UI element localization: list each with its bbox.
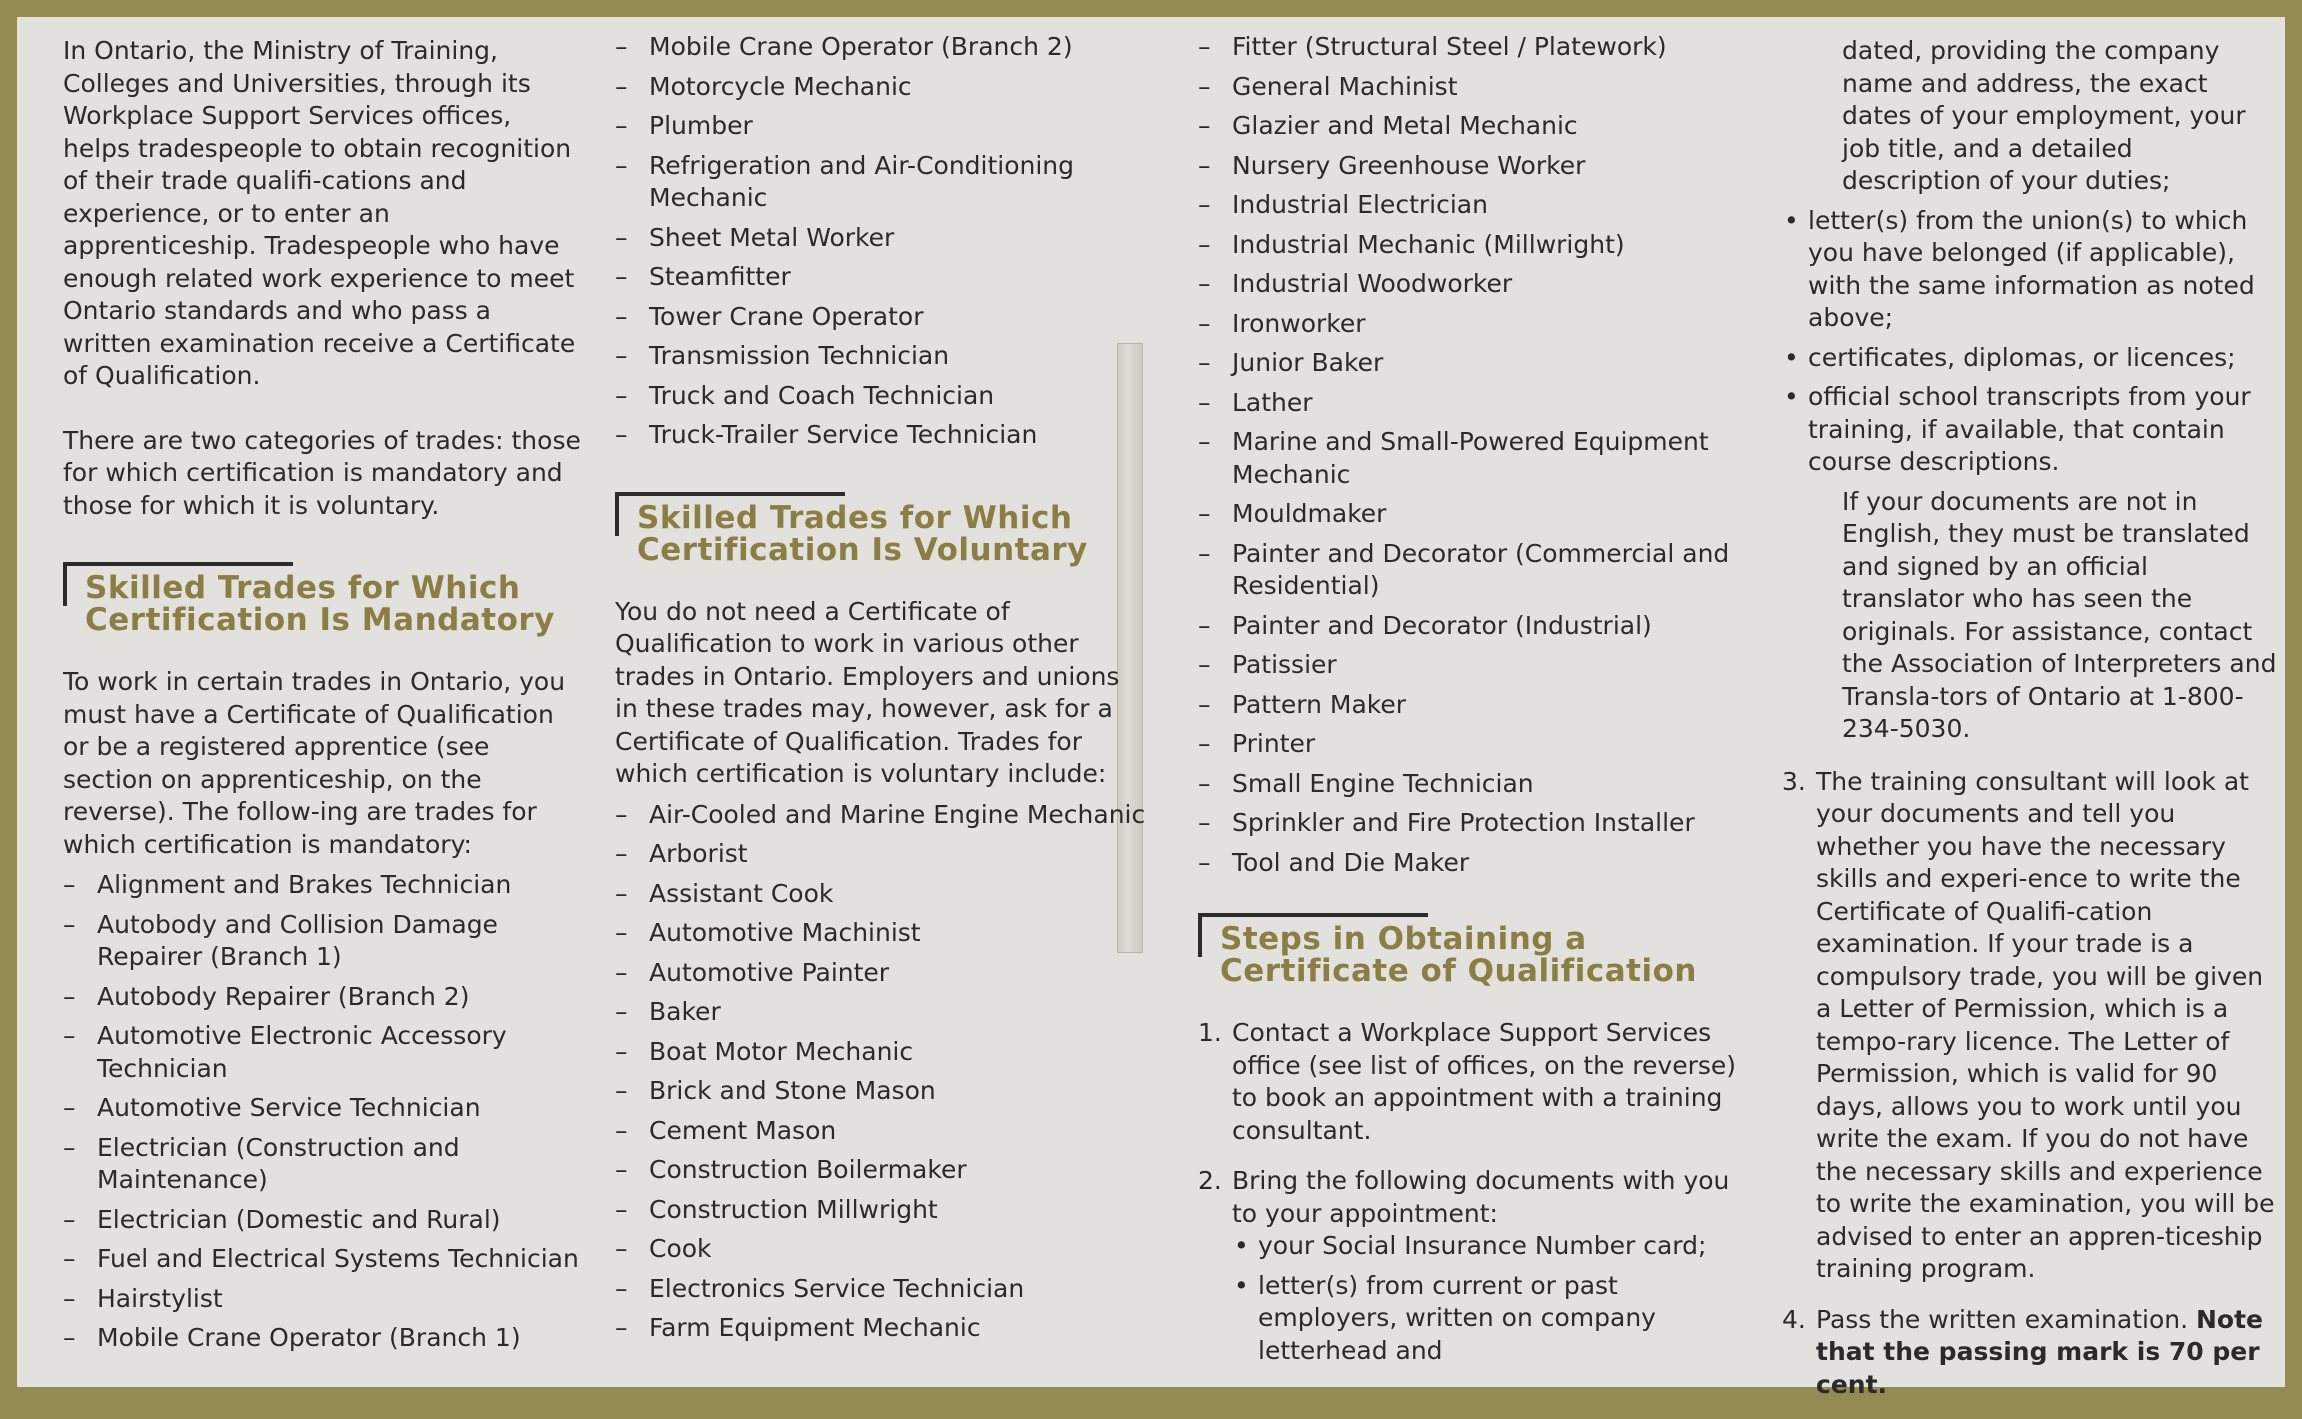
mandatory-trades-list — [63, 869, 583, 1355]
translation-note: If your documents are not in English, they must be translated and signed by an official translator who has seen the originals. For assistance, contact the Association of Interpreters and Transla-tors of Ontario at 1-800-234-5030. — [1842, 486, 2277, 743]
list-item: – Arborist — [615, 838, 1150, 871]
list-item: – Electrician (Construction and Maintenance) — [63, 1132, 583, 1197]
list-item: – Small Engine Technician — [1198, 768, 1743, 801]
list-item: – Construction Boilermaker — [615, 1154, 1150, 1187]
list-item: – Mobile Crane Operator (Branch 1) — [63, 1322, 583, 1355]
step-1 — [1198, 1017, 1743, 1147]
list-item: – Brick and Stone Mason — [615, 1075, 1150, 1108]
list-item: – Automotive Electronic Accessory Technician — [63, 1020, 583, 1085]
list-item: – Industrial Electrician — [1198, 189, 1743, 222]
list-item: – Refrigeration and Air-Conditioning Mechanic — [615, 150, 1150, 215]
list-item: – Truck-Trailer Service Technician — [615, 419, 1150, 452]
list-item: – Cement Mason — [615, 1115, 1150, 1148]
voluntary-heading: Skilled Trades for Which Certification Is Voluntary — [615, 492, 1150, 566]
step-number: 3. — [1782, 766, 1806, 796]
list-item: – Fitter (Structural Steel / Platework) — [1198, 31, 1743, 64]
step-text: Bring the following documents with you to your appointment: — [1232, 1166, 1730, 1228]
mandatory-heading: Skilled Trades for Which Certification Is Mandatory — [63, 562, 583, 636]
list-item: – Construction Millwright — [615, 1194, 1150, 1227]
list-item: – Lather — [1198, 387, 1743, 420]
list-item: – Pattern Maker — [1198, 689, 1743, 722]
list-item: – Marine and Small-Powered Equipment Mechanic — [1198, 426, 1743, 491]
list-item: – Glazier and Metal Mechanic — [1198, 110, 1743, 143]
list-item: – Truck and Coach Technician — [615, 380, 1150, 413]
list-item: – Electronics Service Technician — [615, 1273, 1150, 1306]
list-item: – Tower Crane Operator — [615, 301, 1150, 334]
list-item: • letter(s) from the union(s) to which you have belonged (if applicable), with the same information as noted above; — [1782, 205, 2277, 335]
list-item: • your Social Insurance Number card; — [1232, 1230, 1743, 1263]
voluntary-trades-list-continued — [1198, 31, 1743, 879]
list-item: – Patissier — [1198, 649, 1743, 682]
list-item: – Fuel and Electrical Systems Technician — [63, 1243, 583, 1276]
documents-list — [1232, 1230, 1743, 1367]
column-1 — [63, 35, 583, 1385]
list-item: – Alignment and Brakes Technician — [63, 869, 583, 902]
column-2 — [615, 31, 1150, 1375]
list-item: – Painter and Decorator (Industrial) — [1198, 610, 1743, 643]
list-item: – Painter and Decorator (Commercial and Residential) — [1198, 538, 1743, 603]
list-item: • certificates, diplomas, or licences; — [1782, 342, 2277, 375]
step-2 — [1198, 1165, 1743, 1367]
list-item: – Autobody and Collision Damage Repairer (Branch 1) — [63, 909, 583, 974]
steps-list-continued — [1782, 766, 2277, 1402]
list-item: – Mouldmaker — [1198, 498, 1743, 531]
list-item: – Sheet Metal Worker — [615, 222, 1150, 255]
list-item: – General Machinist — [1198, 71, 1743, 104]
step-text: The training consultant will look at your documents and tell you whether you have the necessary skills and experi-ence to write the Certificate of Qualifi-cation examination. If your trade is a compulsory trade, you will be given a Letter of Permission, which is a tempo-rary licence. The Letter of Permission, which is valid for 90 days, allows you to work until you write the exam. If you do not have the necessary skills and experience to write the examination, you will be advised to enter an appren-ticeship training program. — [1816, 766, 2275, 1283]
step-number: 2. — [1198, 1166, 1222, 1195]
documents-list-continued — [1782, 205, 2277, 479]
mandatory-trades-list-continued — [615, 31, 1150, 452]
step-text: Pass the written examination. — [1816, 1304, 2189, 1334]
step-number: 4. — [1782, 1304, 1806, 1334]
list-item: • official school transcripts from your training, if available, that contain course descriptions. — [1782, 381, 2277, 479]
voluntary-intro: You do not need a Certificate of Qualification to work in various other trades in Ontario. Employers and unions in these trades may, however, ask for a Certificate of Qualification. Trades for which certification is voluntary include: — [615, 596, 1120, 788]
list-item: – Boat Motor Mechanic — [615, 1036, 1150, 1069]
list-item: – Industrial Woodworker — [1198, 268, 1743, 301]
list-item: – Autobody Repairer (Branch 2) — [63, 981, 583, 1014]
list-item: – Farm Equipment Mechanic — [615, 1312, 1150, 1345]
list-item: – Mobile Crane Operator (Branch 2) — [615, 31, 1150, 64]
list-item: – Junior Baker — [1198, 347, 1743, 380]
column-4 — [1782, 35, 2277, 1419]
list-item: – Plumber — [615, 110, 1150, 143]
list-item: – Automotive Painter — [615, 957, 1150, 990]
step-3 — [1782, 766, 2277, 1286]
list-item: – Electrician (Domestic and Rural) — [63, 1204, 583, 1237]
list-item: – Assistant Cook — [615, 878, 1150, 911]
column-3 — [1198, 31, 1743, 1385]
voluntary-trades-list — [615, 799, 1150, 1345]
list-item: – Air-Cooled and Marine Engine Mechanic — [615, 799, 1150, 832]
list-item: – Hairstylist — [63, 1283, 583, 1316]
list-item: – Cook — [615, 1233, 1150, 1266]
list-item: – Ironworker — [1198, 308, 1743, 341]
list-item: – Baker — [615, 996, 1150, 1029]
step-number: 1. — [1198, 1018, 1222, 1047]
mandatory-intro: To work in certain trades in Ontario, you must have a Certificate of Qualification or be a registered apprentice (see section on apprenticeship, on the reverse). The follow-ing are trades for which certification is mandatory: — [63, 667, 566, 859]
passing-mark-note: Note that the passing mark is 70 per cent. — [1816, 1304, 2264, 1399]
step-text: Contact a Workplace Support Services office (see list of offices, on the reverse) to book an appointment with a training consultant. — [1232, 1018, 1737, 1145]
steps-heading: Steps in Obtaining a Certificate of Qualification — [1198, 913, 1743, 987]
steps-list — [1198, 1017, 1743, 1367]
list-item: – Automotive Machinist — [615, 917, 1150, 950]
brochure-sheet — [17, 17, 2285, 1399]
step-4 — [1782, 1304, 2277, 1402]
list-item: • letter(s) from current or past employers, written on company letterhead and — [1232, 1270, 1743, 1368]
bullet-continuation: dated, providing the company name and address, the exact dates of your employment, your job title, and a detailed description of your duties; — [1842, 36, 2246, 195]
intro-paragraph: In Ontario, the Ministry of Training, Colleges and Universities, through its Workplace Support Services offices, helps tradespeople to obtain recognition of their trade qualifi-cations and experience, or to enter an apprenticeship. Tradespeople who have enough related work experience to meet Ontario standards and who pass a written examination receive a Certificate of Qualification. — [63, 36, 576, 390]
list-item: – Printer — [1198, 728, 1743, 761]
list-item: – Motorcycle Mechanic — [615, 71, 1150, 104]
list-item: – Nursery Greenhouse Worker — [1198, 150, 1743, 183]
list-item: – Tool and Die Maker — [1198, 847, 1743, 880]
list-item: – Automotive Service Technician — [63, 1092, 583, 1125]
categories-paragraph: There are two categories of trades: those for which certification is mandatory and those for which it is voluntary. — [63, 425, 581, 520]
list-item: – Sprinkler and Fire Protection Installer — [1198, 807, 1743, 840]
list-item: – Transmission Technician — [615, 340, 1150, 373]
list-item: – Steamfitter — [615, 261, 1150, 294]
list-item: – Industrial Mechanic (Millwright) — [1198, 229, 1743, 262]
